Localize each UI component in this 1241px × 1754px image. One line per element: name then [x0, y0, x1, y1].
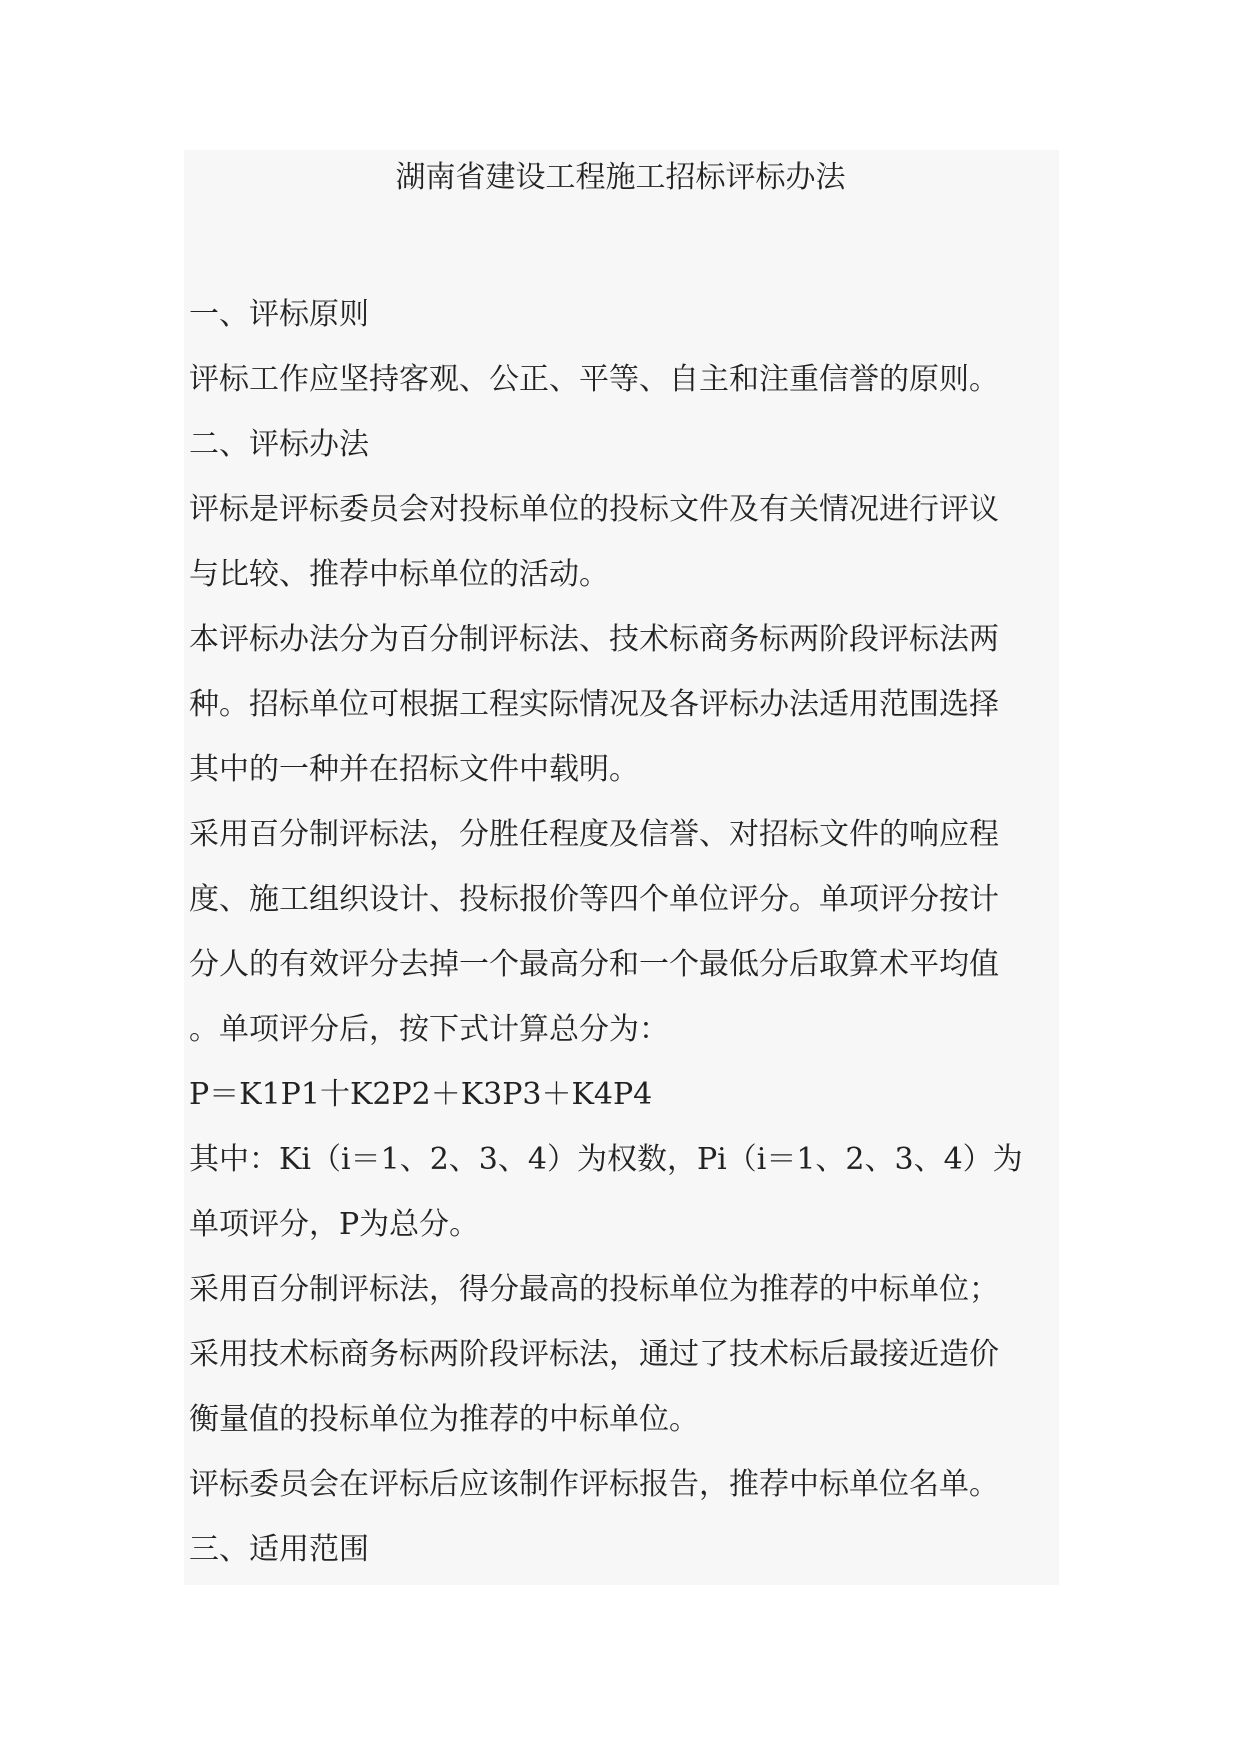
paragraph-line: 评标委员会在评标后应该制作评标报告，推荐中标单位名单。: [189, 1467, 999, 1502]
paragraph-line: 本评标办法分为百分制评标法、技术标商务标两阶段评标法两: [189, 622, 999, 657]
paragraph-line: 采用技术标商务标两阶段评标法，通过了技术标后最接近造价: [189, 1337, 999, 1372]
paragraph-line: 采用百分制评标法，得分最高的投标单位为推荐的中标单位；: [189, 1272, 999, 1307]
paragraph-line: 分人的有效评分去掉一个最高分和一个最低分后取算术平均值: [189, 947, 999, 982]
paragraph-line: 度、施工组织设计、投标报价等四个单位评分。单项评分按计: [189, 882, 999, 917]
paragraph-line: 采用百分制评标法，分胜任程度及信誉、对招标文件的响应程: [189, 817, 999, 852]
paragraph-line: 其中：Ki（i＝1、2、3、4）为权数，Pi（i＝1、2、3、4）为: [189, 1142, 1023, 1177]
paragraph-line: 。单项评分后，按下式计算总分为：: [189, 1012, 669, 1047]
paragraph-line: 其中的一种并在招标文件中载明。: [189, 752, 639, 787]
document-title: 湖南省建设工程施工招标评标办法: [395, 160, 846, 195]
paragraph-line: 单项评分，P为总分。: [189, 1207, 480, 1242]
paragraph-line: 种。招标单位可根据工程实际情况及各评标办法适用范围选择: [189, 687, 999, 722]
formula-line: P＝K1P1十K2P2＋K3P3＋K4P4: [189, 1077, 653, 1112]
document-body: [189, 288, 1059, 1588]
section-heading-principles: 一、评标原则: [189, 297, 369, 332]
section-heading-methods: 二、评标办法: [189, 427, 369, 462]
paragraph-line: 评标是评标委员会对投标单位的投标文件及有关情况进行评议: [189, 492, 999, 527]
paragraph-line: 衡量值的投标单位为推荐的中标单位。: [189, 1402, 699, 1437]
section-heading-scope: 三、适用范围: [189, 1532, 369, 1567]
paragraph-line: 评标工作应坚持客观、公正、平等、自主和注重信誉的原则。: [189, 362, 999, 397]
paragraph-line: 与比较、推荐中标单位的活动。: [189, 557, 609, 592]
